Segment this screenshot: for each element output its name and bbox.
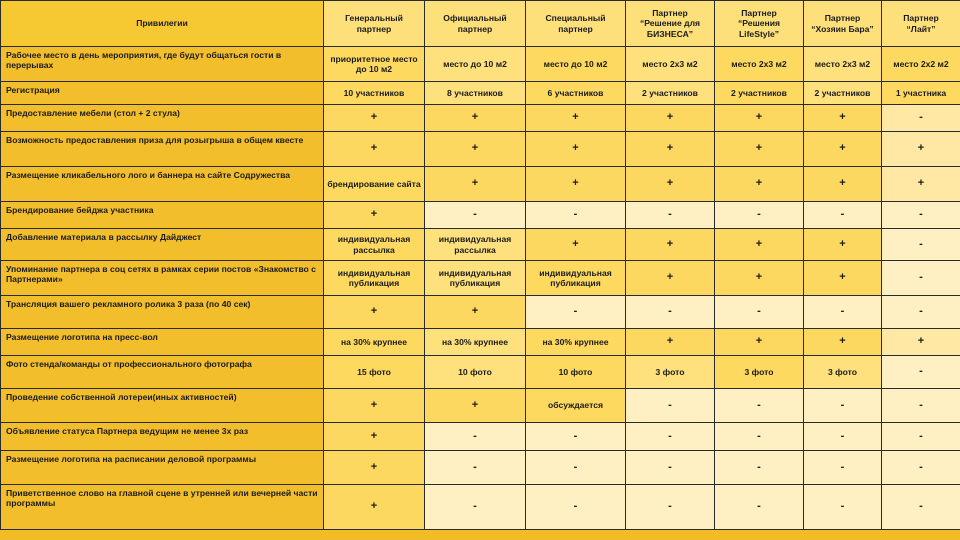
- cell-value: +: [882, 329, 960, 356]
- cell-value: -: [804, 485, 882, 530]
- table-row: [1, 82, 960, 105]
- cell-value: 10 фото: [526, 356, 626, 389]
- cell-value: +: [882, 132, 960, 167]
- cell-value: -: [626, 296, 715, 329]
- header-partner-6: Партнер “Хозяин Бара”: [804, 1, 882, 47]
- cell-value: 1 участника: [882, 82, 960, 105]
- cell-value: +: [804, 329, 882, 356]
- cell-value: 2 участников: [626, 82, 715, 105]
- cell-value: 8 участников: [425, 82, 526, 105]
- cell-value: 2 участников: [715, 82, 804, 105]
- table-row: [1, 261, 960, 296]
- cell-value: -: [715, 389, 804, 423]
- cell-value: +: [425, 132, 526, 167]
- privilege-label: Размещение логотипа на расписании деловой программы: [1, 451, 324, 485]
- cell-value: +: [324, 132, 425, 167]
- cell-value: +: [324, 451, 425, 485]
- cell-value: -: [626, 202, 715, 229]
- cell-value: приоритетное место до 10 м2: [324, 47, 425, 82]
- cell-value: 10 фото: [425, 356, 526, 389]
- cell-value: 2 участников: [804, 82, 882, 105]
- privilege-label: Рабочее место в день мероприятия, где будут общаться гости в перерывах: [1, 47, 324, 82]
- cell-value: -: [526, 451, 626, 485]
- cell-value: +: [324, 485, 425, 530]
- cell-value: +: [626, 229, 715, 261]
- cell-value: -: [882, 202, 960, 229]
- privilege-label: Фото стенда/команды от профессионального фотографа: [1, 356, 324, 389]
- cell-value: -: [882, 105, 960, 132]
- table-body: [1, 47, 960, 530]
- table-row: [1, 167, 960, 202]
- cell-value: 6 участников: [526, 82, 626, 105]
- header-partner-2: Официальный партнер: [425, 1, 526, 47]
- cell-value: 15 фото: [324, 356, 425, 389]
- cell-value: +: [324, 202, 425, 229]
- cell-value: 3 фото: [626, 356, 715, 389]
- cell-value: индивидуальная публикация: [324, 261, 425, 296]
- table-row: [1, 356, 960, 389]
- cell-value: +: [626, 167, 715, 202]
- cell-value: +: [804, 167, 882, 202]
- cell-value: -: [715, 451, 804, 485]
- cell-value: +: [324, 296, 425, 329]
- cell-value: +: [425, 296, 526, 329]
- cell-value: индивидуальная рассылка: [324, 229, 425, 261]
- privilege-label: Регистрация: [1, 82, 324, 105]
- cell-value: место 2х2 м2: [882, 47, 960, 82]
- cell-value: -: [882, 356, 960, 389]
- header-row: [1, 1, 960, 47]
- cell-value: -: [425, 202, 526, 229]
- cell-value: место 2х3 м2: [715, 47, 804, 82]
- cell-value: -: [715, 423, 804, 451]
- header-partner-1: Генеральный партнер: [324, 1, 425, 47]
- cell-value: место 2х3 м2: [804, 47, 882, 82]
- privilege-label: Размещение кликабельного лого и баннера на сайте Содружества: [1, 167, 324, 202]
- cell-value: +: [715, 229, 804, 261]
- privilege-label: Приветственное слово на главной сцене в утренней или вечерней части программы: [1, 485, 324, 530]
- privilege-label: Брендирование бейджа участника: [1, 202, 324, 229]
- cell-value: -: [526, 202, 626, 229]
- cell-value: -: [526, 296, 626, 329]
- cell-value: +: [526, 105, 626, 132]
- table-row: [1, 423, 960, 451]
- cell-value: -: [882, 451, 960, 485]
- privilege-label: Предоставление мебели (стол + 2 стула): [1, 105, 324, 132]
- cell-value: место 2х3 м2: [626, 47, 715, 82]
- header-partner-7: Партнер “Лайт”: [882, 1, 960, 47]
- cell-value: +: [715, 329, 804, 356]
- cell-value: +: [626, 105, 715, 132]
- privilege-label: Размещение логотипа на пресс-вол: [1, 329, 324, 356]
- privilege-label: Проведение собственной лотереи(иных активностей): [1, 389, 324, 423]
- cell-value: +: [526, 229, 626, 261]
- cell-value: -: [715, 485, 804, 530]
- cell-value: +: [626, 132, 715, 167]
- cell-value: -: [882, 296, 960, 329]
- cell-value: место до 10 м2: [526, 47, 626, 82]
- cell-value: -: [425, 451, 526, 485]
- cell-value: +: [626, 329, 715, 356]
- table-row: [1, 296, 960, 329]
- cell-value: на 30% крупнее: [425, 329, 526, 356]
- header-partner-3: Специальный партнер: [526, 1, 626, 47]
- cell-value: +: [715, 167, 804, 202]
- cell-value: -: [804, 451, 882, 485]
- cell-value: место до 10 м2: [425, 47, 526, 82]
- cell-value: 3 фото: [804, 356, 882, 389]
- cell-value: на 30% крупнее: [526, 329, 626, 356]
- cell-value: +: [626, 261, 715, 296]
- cell-value: +: [804, 132, 882, 167]
- privilege-label: Возможность предоставления приза для розыгрыша в общем квесте: [1, 132, 324, 167]
- cell-value: -: [425, 485, 526, 530]
- table-row: [1, 229, 960, 261]
- cell-value: +: [715, 105, 804, 132]
- cell-value: +: [526, 167, 626, 202]
- cell-value: -: [882, 423, 960, 451]
- table-row: [1, 202, 960, 229]
- cell-value: -: [626, 389, 715, 423]
- privilege-label: Трансляция вашего рекламного ролика 3 раза (по 40 сек): [1, 296, 324, 329]
- cell-value: +: [715, 261, 804, 296]
- cell-value: +: [804, 105, 882, 132]
- cell-value: -: [626, 423, 715, 451]
- cell-value: +: [882, 167, 960, 202]
- cell-value: индивидуальная публикация: [526, 261, 626, 296]
- cell-value: брендирование сайта: [324, 167, 425, 202]
- table-row: [1, 451, 960, 485]
- cell-value: +: [324, 423, 425, 451]
- privilege-label: Упоминание партнера в соц сетях в рамках серии постов «Знакомство с Партнерами»: [1, 261, 324, 296]
- cell-value: -: [715, 296, 804, 329]
- cell-value: +: [526, 132, 626, 167]
- cell-value: -: [526, 485, 626, 530]
- cell-value: +: [425, 389, 526, 423]
- cell-value: -: [804, 423, 882, 451]
- cell-value: -: [804, 296, 882, 329]
- table-row: [1, 389, 960, 423]
- cell-value: -: [804, 389, 882, 423]
- table-row: [1, 485, 960, 530]
- cell-value: -: [715, 202, 804, 229]
- header-partner-5: Партнер “Решения LifeStyle”: [715, 1, 804, 47]
- cell-value: +: [324, 389, 425, 423]
- header-privileges: Привилегии: [1, 1, 324, 47]
- table-row: [1, 329, 960, 356]
- cell-value: 3 фото: [715, 356, 804, 389]
- cell-value: 10 участников: [324, 82, 425, 105]
- cell-value: -: [626, 451, 715, 485]
- table-row: [1, 47, 960, 82]
- cell-value: -: [882, 389, 960, 423]
- table-row: [1, 132, 960, 167]
- cell-value: -: [526, 423, 626, 451]
- cell-value: -: [882, 261, 960, 296]
- cell-value: на 30% крупнее: [324, 329, 425, 356]
- cell-value: -: [882, 485, 960, 530]
- privilege-label: Объявление статуса Партнера ведущим не менее 3х раз: [1, 423, 324, 451]
- cell-value: +: [324, 105, 425, 132]
- cell-value: -: [626, 485, 715, 530]
- cell-value: -: [425, 423, 526, 451]
- header-partner-4: Партнер “Решение для БИЗНЕСА”: [626, 1, 715, 47]
- privilege-label: Добавление материала в рассылку Дайджест: [1, 229, 324, 261]
- cell-value: обсуждается: [526, 389, 626, 423]
- cell-value: +: [715, 132, 804, 167]
- cell-value: +: [425, 167, 526, 202]
- cell-value: +: [804, 229, 882, 261]
- cell-value: +: [804, 261, 882, 296]
- cell-value: -: [882, 229, 960, 261]
- table-row: [1, 105, 960, 132]
- cell-value: индивидуальная публикация: [425, 261, 526, 296]
- cell-value: индивидуальная рассылка: [425, 229, 526, 261]
- cell-value: -: [804, 202, 882, 229]
- cell-value: +: [425, 105, 526, 132]
